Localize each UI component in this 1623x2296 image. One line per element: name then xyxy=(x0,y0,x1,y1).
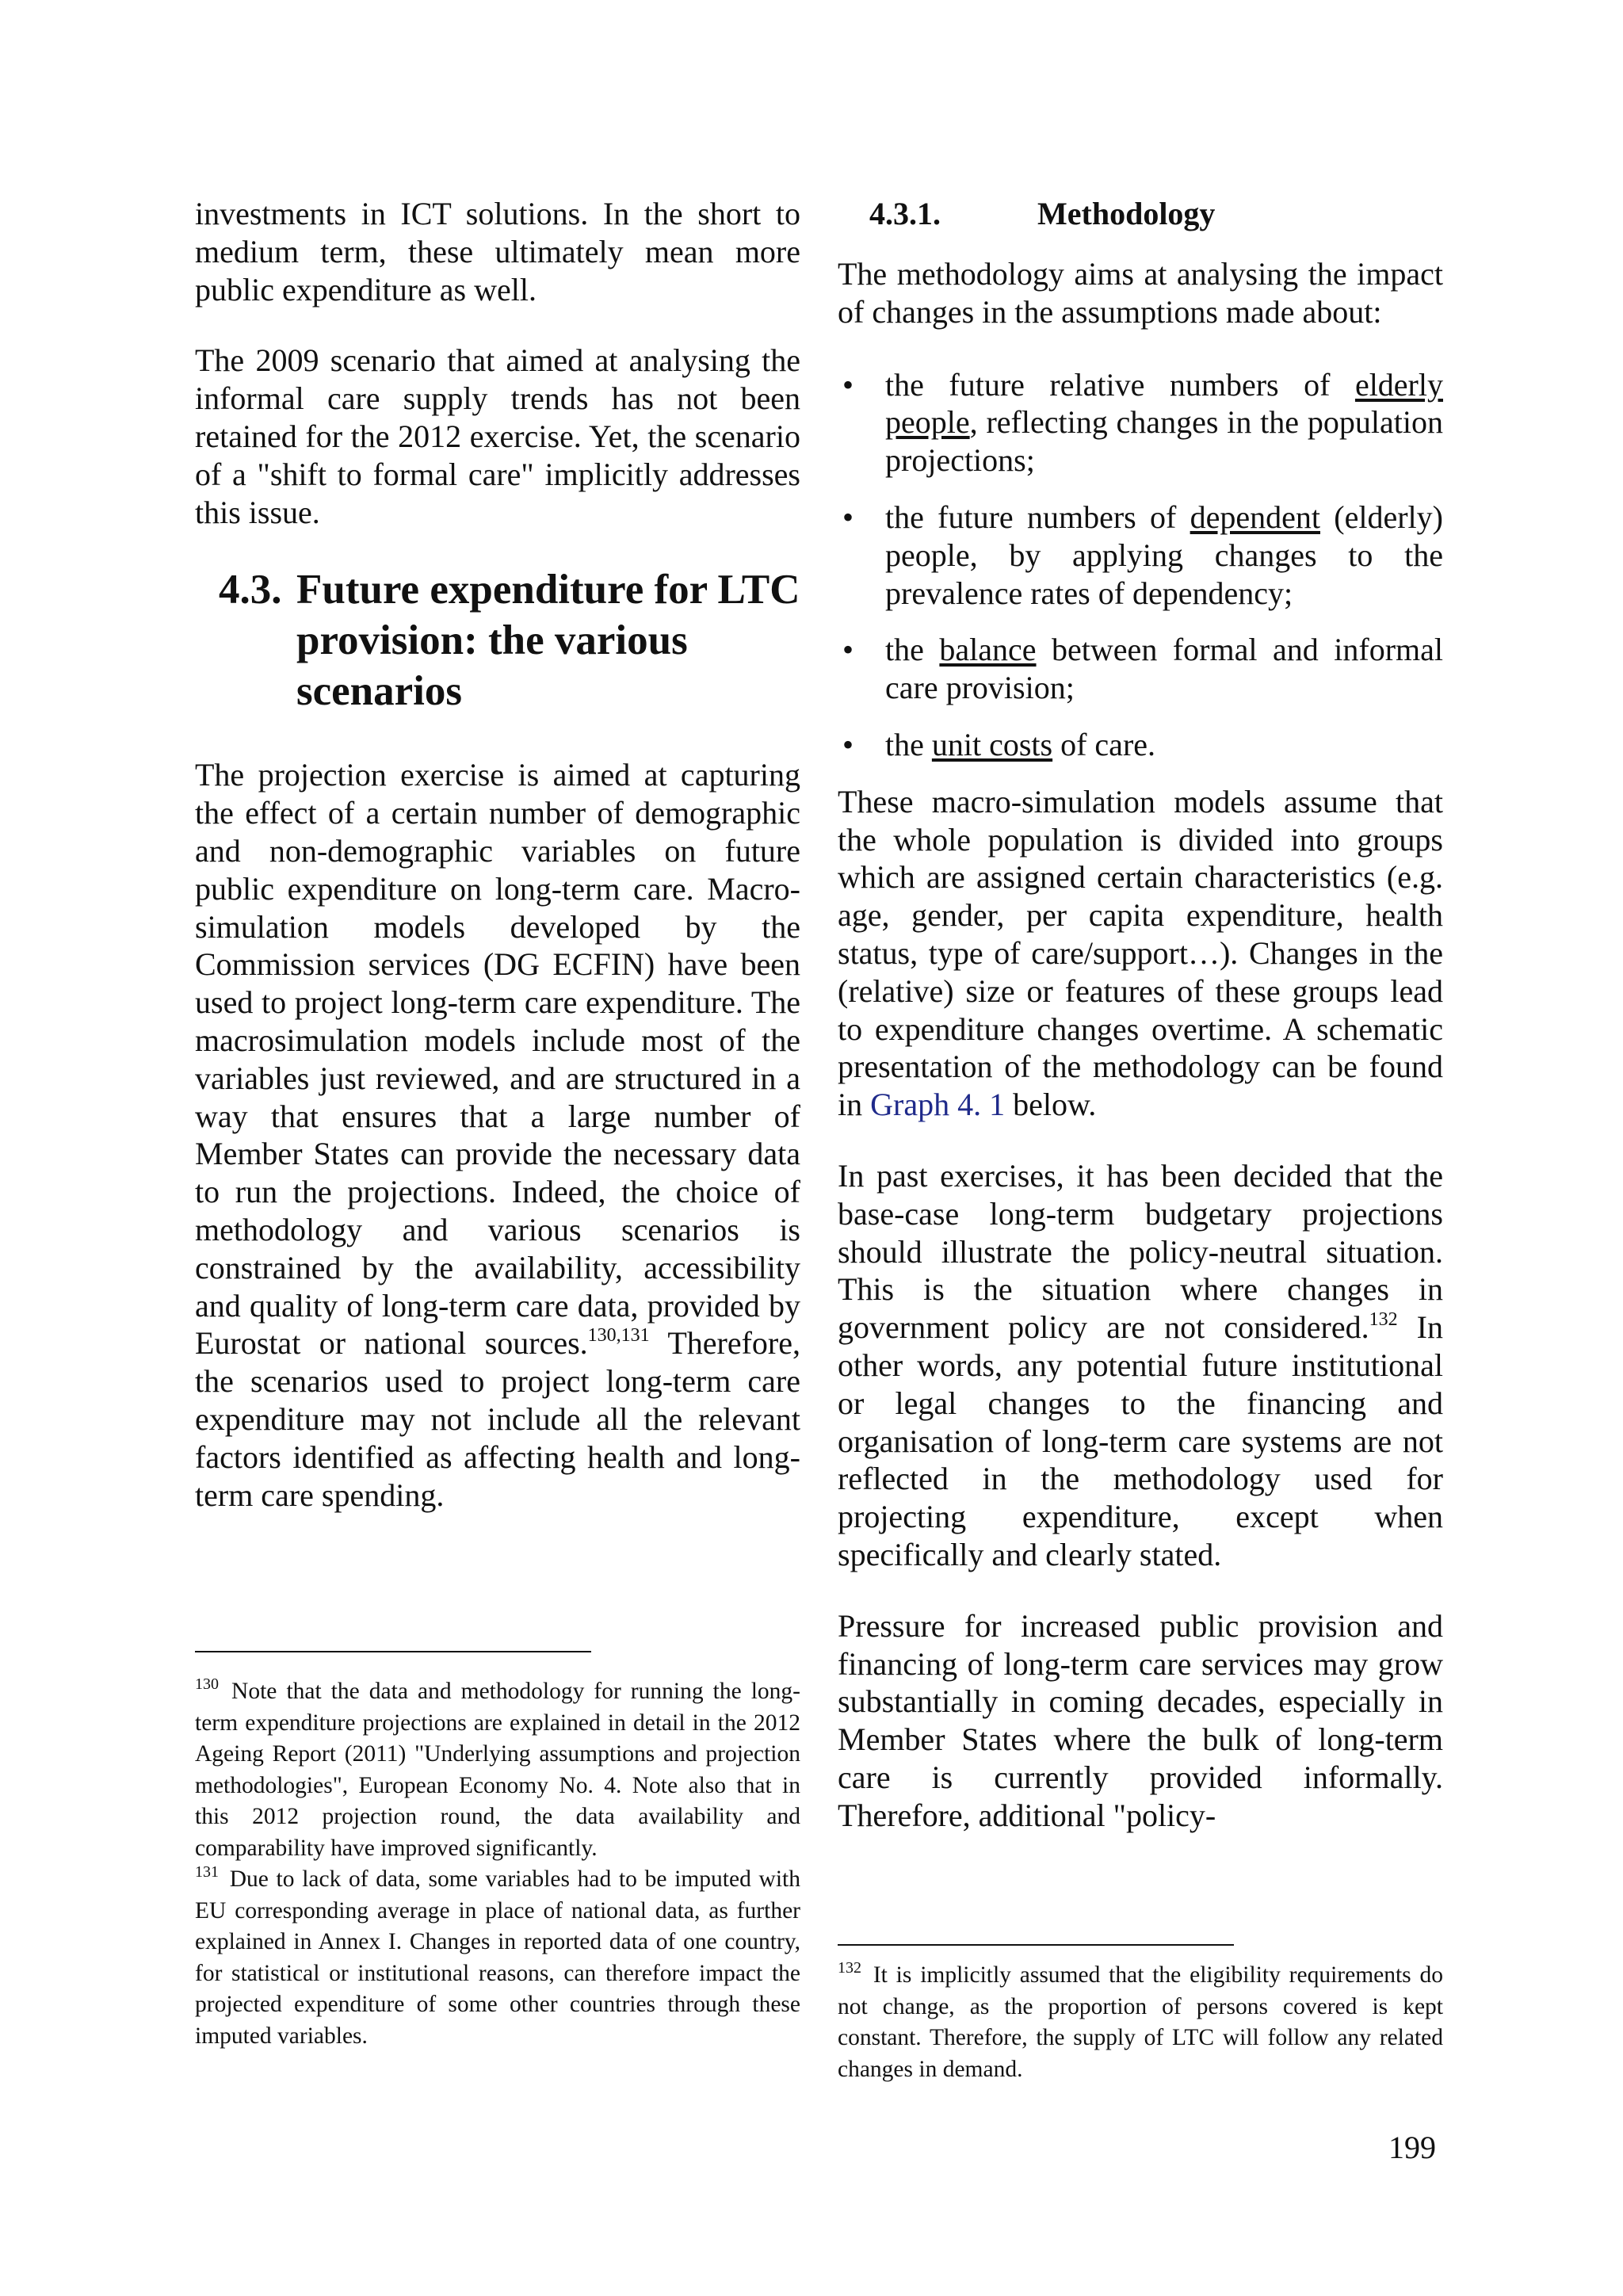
section-heading xyxy=(219,564,800,716)
footnote-divider xyxy=(195,1651,591,1652)
list-item-text: the future relative numbers of xyxy=(885,366,1355,403)
subsection-title: Methodology xyxy=(1037,196,1216,231)
bullet-icon: • xyxy=(842,499,854,535)
bullet-icon: • xyxy=(842,366,854,403)
footnotes-left xyxy=(195,1651,800,2052)
footnote-text: Note that the data and methodology for running the long-term expenditure projections are explained in detail in the 2012 Ageing Report (2011) "Underlying assumptions and projection methodologies", European Economy No. 4. Note also that in this 2012 projection round, the data availability and comparability have improved significantly. xyxy=(195,1679,800,1861)
paragraph-text: Therefore, the scenarios used to project long-term care expenditure may not include all the relevant factors identified as affecting health and long-term care spending. xyxy=(195,1325,800,1513)
bullet-icon: • xyxy=(842,632,854,668)
list-item xyxy=(838,726,1443,764)
list-item-text: , reflecting changes in the population projections; xyxy=(885,404,1443,479)
underlined-term: balance xyxy=(939,632,1037,668)
list-item-text: between formal and informal care provision; xyxy=(885,632,1443,706)
subsection-number: 4.3.1. xyxy=(869,196,941,231)
list-item xyxy=(838,366,1443,479)
paragraph-pressure: Pressure for increased public provision and financing of long-term care services may grow substantially in coming decades, especially in Member States where the bulk of long-term care is currently provided informally. Therefore, additional "policy- xyxy=(838,1607,1443,1833)
footnote-number: 131 xyxy=(195,1863,219,1881)
bullet-icon: • xyxy=(842,726,854,762)
footnote-ref-132[interactable]: 132 xyxy=(1369,1309,1398,1331)
underlined-term: dependent xyxy=(1190,499,1320,535)
list-item-text: of care. xyxy=(1052,726,1156,762)
footnote-text: It is implicitly assumed that the eligibility requirements do not change, as the proportion of persons covered is kept constant. Therefore, the supply of LTC will follow any related changes in demand. xyxy=(838,1962,1443,2082)
underlined-term: unit costs xyxy=(931,726,1053,762)
right-column xyxy=(838,195,1443,1834)
footnote-divider xyxy=(838,1944,1234,1946)
section-number: 4.3. xyxy=(219,567,282,613)
underlined-term: elderly people xyxy=(885,366,1443,441)
assumption-list xyxy=(838,366,1443,764)
paragraph-past-exercises xyxy=(838,1157,1443,1574)
paragraph-text: In other words, any potential future institutional or legal changes to the financing and organisation of long-term care systems are not reflected in the methodology used for projecting expenditure, except when specifically and clearly stated. xyxy=(838,1309,1443,1572)
footnote-text: Due to lack of data, some variables had to be imputed with EU corresponding average in place of national data, as further explained in Annex I. Changes in reported data of one country, for statistical or institutional reasons, can therefore impact the projected expenditure of some other countries through these imputed variables. xyxy=(195,1866,800,2049)
graph-link[interactable]: Graph 4. 1 xyxy=(870,1087,1006,1123)
list-item xyxy=(838,631,1443,707)
list-item-text: the xyxy=(885,726,932,762)
paragraph-methodology-intro: The methodology aims at analysing the impact of changes in the assumptions made about: xyxy=(838,256,1443,330)
paragraph-2009-scenario: The 2009 scenario that aimed at analysing the informal care supply trends has not been retained for the 2012 exercise. Yet, the scenario of a "shift to formal care" implicitly addresses this issue. xyxy=(195,342,800,530)
subsection-heading xyxy=(869,195,1443,233)
left-column xyxy=(195,195,800,1514)
page-number: 199 xyxy=(1388,2130,1436,2165)
paragraph-text: below. xyxy=(1005,1087,1097,1123)
paragraph-text: The projection exercise is aimed at capturing the effect of a certain number of demographic and non-demographic variables on future public expenditure on long-term care. Macro-simulation models developed by the Commission services (DG ECFIN) have been used to project long-term care expenditure. The macrosimulation models include most of the variables just reviewed, and are structured in a way that ensures that a large number of Member States can provide the necessary data to run the projections. Indeed, the choice of methodology and various scenarios is constrained by the availability, accessibility and quality of long-term care data, provided by Eurostat or national sources. xyxy=(195,757,800,1362)
footnote-132 xyxy=(838,1960,1443,2085)
paragraph-projection-exercise xyxy=(195,756,800,1514)
footnote-130 xyxy=(195,1676,800,1864)
footnote-ref-130-131[interactable]: 130,131 xyxy=(587,1325,650,1347)
list-item-text: the xyxy=(885,632,940,668)
footnote-number: 132 xyxy=(838,1959,861,1977)
section-title: Future expenditure for LTC provision: the various scenarios xyxy=(296,567,800,715)
list-item-text: the future numbers of xyxy=(885,499,1190,535)
paragraph-text: These macro-simulation models assume that the whole population is divided into groups which are assigned certain characteristics (e.g. age, gender, per capita expenditure, health status, type of care/support…). Changes in the (relative) size or features of these groups lead to expenditure changes overtime. A schematic presentation of the methodology can be found in xyxy=(838,783,1443,1123)
footnote-number: 130 xyxy=(195,1675,219,1693)
list-item xyxy=(838,499,1443,612)
paragraph-text: In past exercises, it has been decided that the base-case long-term budgetary projections should illustrate the policy-neutral situation. This is the situation where changes in government policy are not considered. xyxy=(838,1157,1443,1346)
footnote-131 xyxy=(195,1864,800,2052)
paragraph-macro-simulation xyxy=(838,783,1443,1124)
paragraph-ict-investments: investments in ICT solutions. In the short to medium term, these ultimately mean more public expenditure as well. xyxy=(195,196,800,308)
footnotes-right xyxy=(838,1944,1443,2085)
list-item-text: (elderly) people, by applying changes to the prevalence rates of dependency; xyxy=(885,499,1443,611)
